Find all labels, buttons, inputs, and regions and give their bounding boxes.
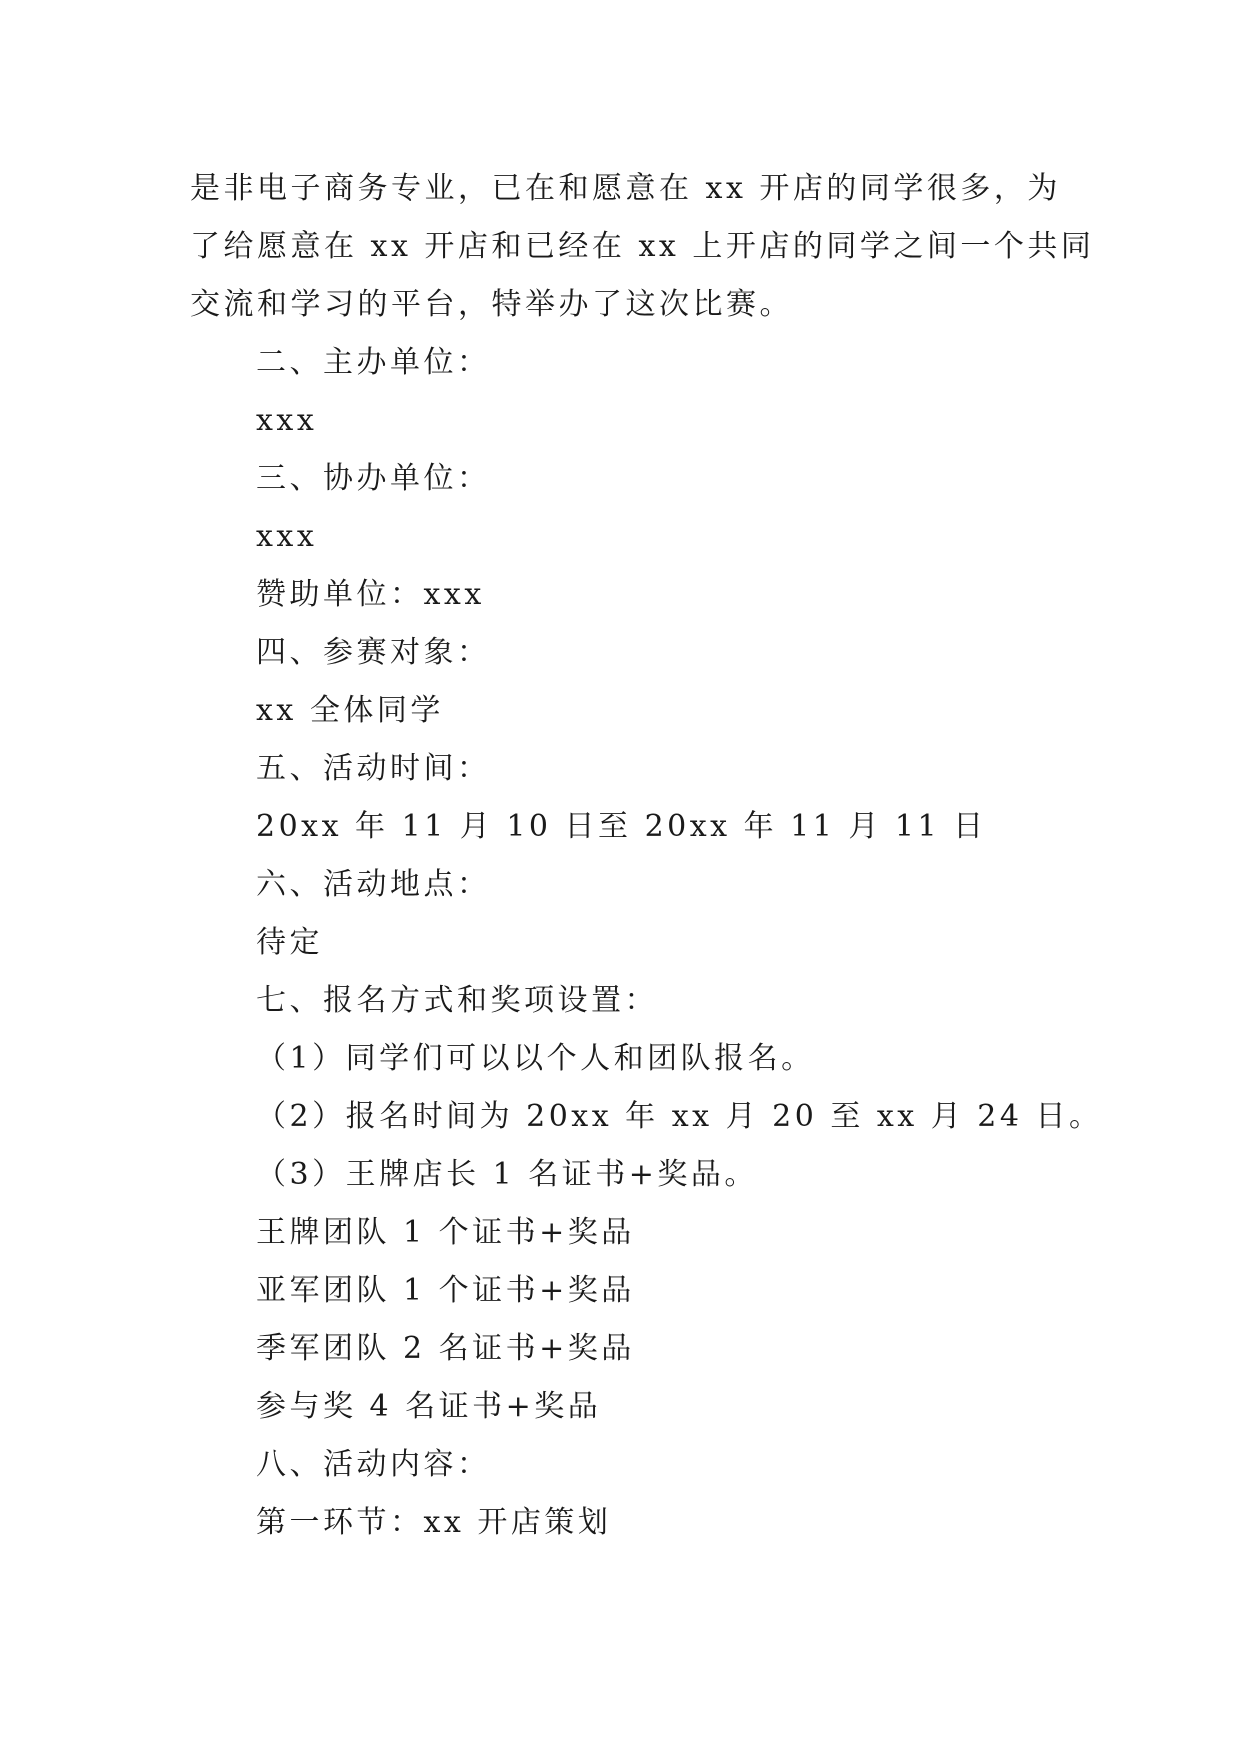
co-organizer-value: xxx [256, 519, 318, 554]
section-heading-organizer: 二、主办单位： [256, 345, 491, 380]
registration-item: （1）同学们可以以个人和团队报名。 [256, 1041, 815, 1076]
section-heading-co-organizer: 三、协办单位： [256, 461, 491, 496]
award-item: 参与奖 4 名证书+奖品 [256, 1389, 602, 1424]
document-body [190, 160, 1103, 1552]
time-value: 20xx 年 11 月 10 日至 20xx 年 11 月 11 日 [256, 809, 987, 844]
section-heading-time: 五、活动时间： [256, 751, 491, 786]
location-value: 待定 [256, 925, 323, 960]
award-item: 亚军团队 1 个证书+奖品 [256, 1273, 635, 1308]
sponsor-line: 赞助单位：xxx [256, 577, 485, 612]
section-heading-location: 六、活动地点： [256, 867, 491, 902]
paragraph-line: 了给愿意在 xx 开店和已经在 xx 上开店的同学之间一个共同 [190, 229, 1095, 264]
content-item: 第一环节：xx 开店策划 [256, 1505, 612, 1540]
registration-item: （3）王牌店长 1 名证书+奖品。 [256, 1157, 758, 1192]
organizer-value: xxx [256, 403, 318, 438]
section-heading-content: 八、活动内容： [256, 1447, 491, 1482]
participants-value: xx 全体同学 [256, 693, 444, 728]
paragraph-line: 交流和学习的平台，特举办了这次比赛。 [190, 287, 793, 322]
section-heading-participants: 四、参赛对象： [256, 635, 491, 670]
section-heading-registration: 七、报名方式和奖项设置： [256, 983, 658, 1018]
award-item: 季军团队 2 名证书+奖品 [256, 1331, 635, 1366]
paragraph-line: 是非电子商务专业，已在和愿意在 xx 开店的同学很多，为 [190, 171, 1061, 206]
registration-item: （2）报名时间为 20xx 年 xx 月 20 至 xx 月 24 日。 [256, 1099, 1103, 1134]
award-item: 王牌团队 1 个证书+奖品 [256, 1215, 635, 1250]
